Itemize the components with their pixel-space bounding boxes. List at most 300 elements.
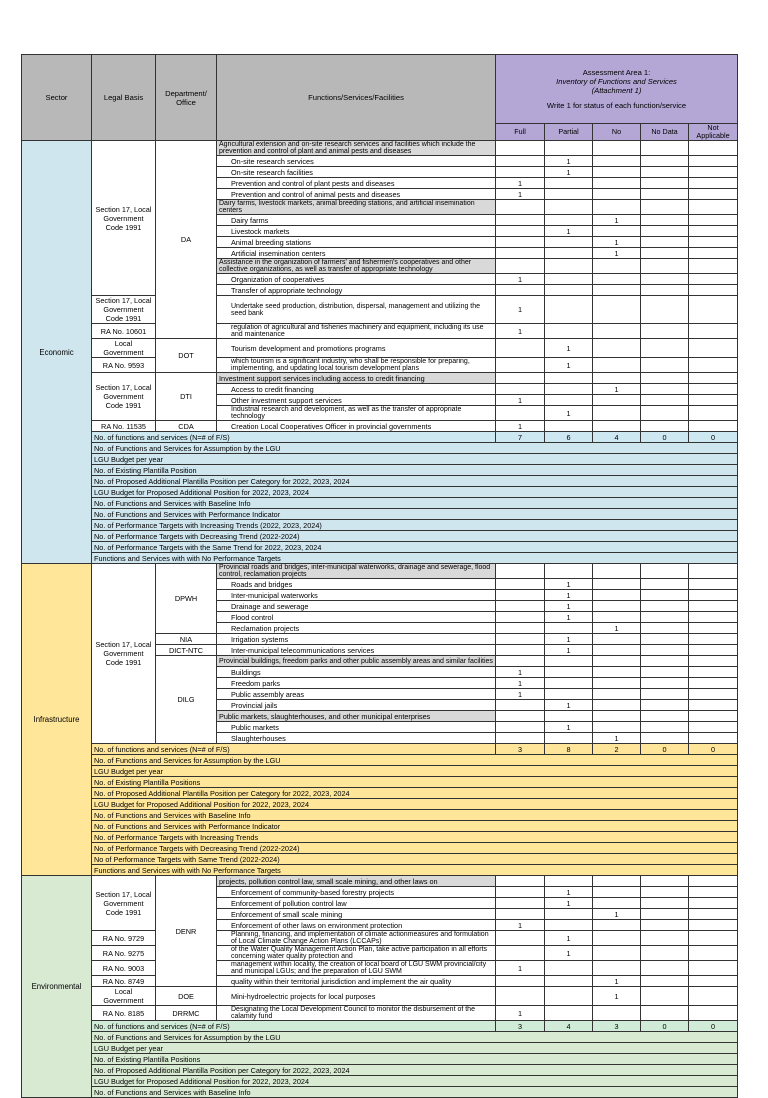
status-cell — [545, 987, 593, 1006]
status-cell — [641, 421, 689, 432]
status-cell — [593, 579, 641, 590]
function-item: Creation Local Cooperatives Officer in provincial governments — [217, 421, 496, 432]
total-value: 4 — [545, 1021, 593, 1032]
status-cell — [689, 384, 738, 395]
legal-basis: RA No. 9593 — [92, 358, 156, 373]
total-value: 0 — [641, 432, 689, 443]
function-item: Freedom parks — [217, 678, 496, 689]
status-cell — [545, 920, 593, 931]
status-cell — [545, 1006, 593, 1021]
status-cell — [496, 237, 545, 248]
total-label: No. of functions and services (N=# of F/S) — [92, 1021, 496, 1032]
status-cell — [689, 920, 738, 931]
summary-row — [22, 1076, 738, 1087]
status-cell — [641, 976, 689, 987]
table-row — [22, 564, 738, 579]
summary-label: No. of Functions and Services for Assumption by the LGU — [92, 1032, 738, 1043]
total-value: 2 — [593, 744, 641, 755]
status-cell — [496, 987, 545, 1006]
status-cell — [689, 667, 738, 678]
status-cell — [689, 634, 738, 645]
summary-label: No. of Existing Plantilla Positions — [92, 1054, 738, 1065]
status-cell: 1 — [545, 601, 593, 612]
legal-basis: Section 17, Local Government Code 1991 — [92, 876, 156, 931]
summary-label: LGU Budget per year — [92, 1043, 738, 1054]
sector-infrastructure: Infrastructure — [22, 564, 92, 876]
status-cell — [593, 259, 641, 274]
summary-row — [22, 1043, 738, 1054]
status-cell — [545, 200, 593, 215]
summary-row — [22, 755, 738, 766]
function-group: Agricultural extension and on-site research services and facilities which include the prevention and control of plant and animal pests and diseases — [217, 141, 496, 156]
status-cell — [593, 689, 641, 700]
status-cell — [641, 339, 689, 358]
status-cell — [689, 200, 738, 215]
status-cell — [689, 156, 738, 167]
table-row — [22, 946, 738, 961]
status-cell: 1 — [545, 339, 593, 358]
status-cell: 1 — [593, 733, 641, 744]
status-cell — [496, 248, 545, 259]
status-cell — [593, 274, 641, 285]
status-cell: 1 — [496, 395, 545, 406]
function-group: Assistance in the organization of farmers' and fishermen's cooperatives and other collective organizations, as well as transfer of appropriate technology — [217, 259, 496, 274]
table-row — [22, 1006, 738, 1021]
status-cell — [545, 285, 593, 296]
function-item: regulation of agricultural and fisheries machinery and equipment, including its use and maintenance — [217, 324, 496, 339]
summary-label: No. of Performance Targets with Decreasing Trend (2022-2024) — [92, 843, 738, 854]
status-cell — [496, 579, 545, 590]
status-cell — [689, 395, 738, 406]
status-cell — [593, 656, 641, 667]
status-cell — [641, 373, 689, 384]
function-item: Inter-municipal telecommunications services — [217, 645, 496, 656]
assessment-subtitle: Inventory of Functions and Services — [556, 77, 677, 86]
summary-row — [22, 531, 738, 542]
function-item: Drainage and sewerage — [217, 601, 496, 612]
function-group: projects, pollution control law, small scale mining, and other laws on — [217, 876, 496, 887]
summary-label: No. of Performance Targets with the Same Trend for 2022, 2023, 2024 — [92, 542, 738, 553]
status-cell: 1 — [496, 961, 545, 976]
status-cell: 1 — [545, 700, 593, 711]
total-value: 8 — [545, 744, 593, 755]
status-cell — [496, 898, 545, 909]
status-cell — [689, 711, 738, 722]
function-item: Slaughterhouses — [217, 733, 496, 744]
status-cell: 1 — [593, 248, 641, 259]
status-cell — [641, 645, 689, 656]
status-cell — [593, 667, 641, 678]
function-group: Provincial roads and bridges, inter-municipal waterworks, drainage and sewerage, flood control, reclamation projects — [217, 564, 496, 579]
status-cell — [641, 612, 689, 623]
status-cell — [641, 920, 689, 931]
status-cell — [496, 887, 545, 898]
status-cell — [641, 178, 689, 189]
function-item: quality within their territorial jurisdiction and implement the air quality — [217, 976, 496, 987]
sector-total-row — [22, 1021, 738, 1032]
status-cell — [545, 237, 593, 248]
summary-row — [22, 465, 738, 476]
status-cell — [496, 909, 545, 920]
summary-row — [22, 1065, 738, 1076]
function-item: Provincial jails — [217, 700, 496, 711]
status-cell — [545, 141, 593, 156]
status-cell — [496, 976, 545, 987]
legal-basis: RA No. 9729 — [92, 931, 156, 946]
total-value: 0 — [641, 744, 689, 755]
status-cell — [641, 406, 689, 421]
summary-label: LGU Budget for Proposed Additional Position for 2022, 2023, 2024 — [92, 1076, 738, 1087]
status-cell: 1 — [593, 976, 641, 987]
status-cell — [496, 601, 545, 612]
function-item: Organization of cooperatives — [217, 274, 496, 285]
summary-label: LGU Budget for Proposed Additional Position for 2022, 2023, 2024 — [92, 487, 738, 498]
assessment-area-header — [496, 55, 738, 124]
status-cell — [496, 373, 545, 384]
status-header-no: No — [593, 124, 641, 141]
status-cell — [641, 189, 689, 200]
status-cell: 1 — [545, 156, 593, 167]
status-cell — [689, 373, 738, 384]
status-cell — [689, 259, 738, 274]
status-cell — [593, 946, 641, 961]
status-cell — [641, 667, 689, 678]
status-cell — [689, 612, 738, 623]
function-item: Animal breeding stations — [217, 237, 496, 248]
summary-label: No. of Functions and Services with Baseline Info — [92, 498, 738, 509]
summary-label: No. of Performance Targets with Increasing Trends — [92, 832, 738, 843]
status-cell: 1 — [496, 178, 545, 189]
summary-row — [22, 810, 738, 821]
summary-row — [22, 509, 738, 520]
status-cell — [689, 406, 738, 421]
department-dti: DTI — [156, 373, 217, 421]
status-cell — [689, 678, 738, 689]
status-cell — [641, 296, 689, 324]
status-cell — [593, 722, 641, 733]
status-cell — [545, 178, 593, 189]
function-item: On-site research facilities — [217, 167, 496, 178]
status-cell — [593, 634, 641, 645]
summary-label: No. of Proposed Additional Plantilla Position per Category for 2022, 2023, 2024 — [92, 1065, 738, 1076]
total-value: 3 — [593, 1021, 641, 1032]
status-cell: 1 — [496, 678, 545, 689]
table-row — [22, 324, 738, 339]
status-cell: 1 — [593, 909, 641, 920]
status-cell — [689, 898, 738, 909]
status-cell — [593, 178, 641, 189]
function-item: Enforcement of other laws on environment protection — [217, 920, 496, 931]
table-row — [22, 373, 738, 384]
sector-economic: Economic — [22, 141, 92, 564]
status-cell: 1 — [496, 667, 545, 678]
total-value: 6 — [545, 432, 593, 443]
legal-basis: RA No. 9275 — [92, 946, 156, 961]
status-cell: 1 — [545, 358, 593, 373]
table-row — [22, 141, 738, 156]
total-value: 0 — [689, 1021, 738, 1032]
function-group: Dairy farms, livestock markets, animal breeding stations, and artificial insemination centers — [217, 200, 496, 215]
summary-label: No. of Functions and Services with Performance Indicator — [92, 509, 738, 520]
function-item: Flood control — [217, 612, 496, 623]
status-cell — [689, 339, 738, 358]
function-item: Prevention and control of plant pests and diseases — [217, 178, 496, 189]
status-cell — [496, 259, 545, 274]
status-cell — [689, 141, 738, 156]
status-cell — [689, 645, 738, 656]
status-cell — [641, 876, 689, 887]
status-cell — [593, 564, 641, 579]
legal-basis: Section 17, Local Government Code 1991 — [92, 296, 156, 324]
summary-row — [22, 520, 738, 531]
status-cell — [593, 395, 641, 406]
status-cell — [689, 324, 738, 339]
function-item: Enforcement of pollution control law — [217, 898, 496, 909]
status-cell — [593, 678, 641, 689]
status-cell — [593, 601, 641, 612]
status-cell — [496, 339, 545, 358]
function-item: Inter-municipal waterworks — [217, 590, 496, 601]
summary-label: No. of Existing Plantilla Position — [92, 465, 738, 476]
table-row — [22, 931, 738, 946]
status-cell — [689, 274, 738, 285]
status-cell — [496, 722, 545, 733]
table-row — [22, 358, 738, 373]
status-cell — [641, 248, 689, 259]
summary-row — [22, 854, 738, 865]
status-cell — [593, 200, 641, 215]
status-cell — [641, 601, 689, 612]
status-cell — [545, 395, 593, 406]
summary-label: No. of Proposed Additional Plantilla Position per Category for 2022, 2023, 2024 — [92, 476, 738, 487]
status-cell — [545, 689, 593, 700]
status-cell — [496, 358, 545, 373]
summary-label: No. of Functions and Services for Assumption by the LGU — [92, 443, 738, 454]
status-cell: 1 — [545, 579, 593, 590]
status-cell — [545, 274, 593, 285]
status-cell: 1 — [545, 226, 593, 237]
function-item: Enforcement of small scale mining — [217, 909, 496, 920]
status-cell — [545, 909, 593, 920]
status-cell — [689, 167, 738, 178]
function-item: Livestock markets — [217, 226, 496, 237]
legal-basis: RA No. 10601 — [92, 324, 156, 339]
summary-label: Functions and Services with with No Performance Targets — [92, 865, 738, 876]
status-cell — [689, 946, 738, 961]
status-cell: 1 — [545, 946, 593, 961]
status-cell — [593, 920, 641, 931]
function-item: management within locality, the creation of local board of LGU SWM provincial/city and municipal LGUs; and the preparation of LGU SWM — [217, 961, 496, 976]
status-cell — [496, 590, 545, 601]
total-value: 0 — [689, 432, 738, 443]
summary-row — [22, 865, 738, 876]
status-cell — [593, 296, 641, 324]
status-header-partial: Partial — [545, 124, 593, 141]
status-cell: 1 — [593, 987, 641, 1006]
status-cell — [689, 887, 738, 898]
table-row — [22, 961, 738, 976]
status-cell — [545, 248, 593, 259]
status-cell — [641, 274, 689, 285]
summary-label: No. of Functions and Services for Assumption by the LGU — [92, 755, 738, 766]
legal-basis: RA No. 9003 — [92, 961, 156, 976]
header-department: Department/ Office — [156, 55, 217, 141]
total-label: No. of functions and services (N=# of F/S) — [92, 744, 496, 755]
status-cell: 1 — [545, 406, 593, 421]
function-item: Public assembly areas — [217, 689, 496, 700]
department-nia: NIA — [156, 634, 217, 645]
summary-label: LGU Budget for Proposed Additional Position for 2022, 2023, 2024 — [92, 799, 738, 810]
summary-row — [22, 832, 738, 843]
status-cell — [641, 167, 689, 178]
summary-row — [22, 766, 738, 777]
status-cell — [593, 406, 641, 421]
status-cell: 1 — [545, 887, 593, 898]
status-cell: 1 — [593, 237, 641, 248]
status-cell: 1 — [496, 689, 545, 700]
status-cell: 1 — [496, 274, 545, 285]
status-cell — [641, 590, 689, 601]
status-cell — [593, 1006, 641, 1021]
header-functions: Functions/Services/Facilities — [217, 55, 496, 141]
status-cell — [593, 156, 641, 167]
function-item: which tourism is a significant industry, who shall be responsible for preparing, implementing, and updating local tourism development plans — [217, 358, 496, 373]
status-cell — [689, 987, 738, 1006]
status-cell: 1 — [545, 590, 593, 601]
status-cell: 1 — [593, 623, 641, 634]
status-cell — [593, 876, 641, 887]
summary-row — [22, 443, 738, 454]
status-cell — [689, 358, 738, 373]
status-cell — [641, 579, 689, 590]
table-row — [22, 421, 738, 432]
status-cell — [689, 976, 738, 987]
status-cell — [593, 285, 641, 296]
status-cell — [689, 601, 738, 612]
function-item: Transfer of appropriate technology — [217, 285, 496, 296]
function-item: Buildings — [217, 667, 496, 678]
legal-basis: Local Government — [92, 987, 156, 1006]
status-cell — [689, 700, 738, 711]
status-cell — [689, 226, 738, 237]
assessment-instruction: Write 1 for status of each function/service — [546, 101, 687, 110]
status-cell — [545, 667, 593, 678]
status-cell — [641, 564, 689, 579]
summary-label: No. of Performance Targets with Decreasing Trend (2022-2024) — [92, 531, 738, 542]
status-cell — [545, 564, 593, 579]
status-cell — [689, 296, 738, 324]
status-cell — [496, 876, 545, 887]
status-cell — [641, 358, 689, 373]
status-cell: 1 — [545, 634, 593, 645]
summary-row — [22, 487, 738, 498]
status-cell: 1 — [496, 324, 545, 339]
status-cell — [593, 711, 641, 722]
status-cell: 1 — [545, 722, 593, 733]
status-cell — [689, 579, 738, 590]
status-cell — [689, 931, 738, 946]
summary-row — [22, 821, 738, 832]
status-cell — [593, 612, 641, 623]
status-cell — [641, 156, 689, 167]
status-cell — [641, 384, 689, 395]
status-cell — [545, 733, 593, 744]
header-legal-basis: Legal Basis — [92, 55, 156, 141]
summary-label: No of Performance Targets with Same Trend (2022-2024) — [92, 854, 738, 865]
status-cell — [496, 406, 545, 421]
summary-row — [22, 498, 738, 509]
status-cell — [641, 961, 689, 976]
status-cell — [496, 156, 545, 167]
status-header-no-data: No Data — [641, 124, 689, 141]
status-cell — [545, 656, 593, 667]
summary-row — [22, 1032, 738, 1043]
status-cell — [496, 612, 545, 623]
status-cell: 1 — [496, 421, 545, 432]
status-cell — [545, 384, 593, 395]
status-cell — [593, 931, 641, 946]
legal-basis: Section 17, Local Government Code 1991 — [92, 373, 156, 421]
function-item: Undertake seed production, distribution, dispersal, management and utilizing the seed bank — [217, 296, 496, 324]
status-cell — [496, 634, 545, 645]
summary-row — [22, 553, 738, 564]
total-value: 3 — [496, 744, 545, 755]
status-cell — [545, 623, 593, 634]
status-cell: 1 — [545, 898, 593, 909]
status-cell: 1 — [496, 920, 545, 931]
legal-basis: RA No. 8185 — [92, 1006, 156, 1021]
status-cell — [641, 237, 689, 248]
status-cell — [641, 285, 689, 296]
sector-total-row — [22, 432, 738, 443]
status-cell — [689, 421, 738, 432]
function-group: Investment support services including access to credit financing — [217, 373, 496, 384]
status-cell — [545, 711, 593, 722]
status-cell — [545, 296, 593, 324]
status-cell — [496, 656, 545, 667]
status-cell — [641, 656, 689, 667]
function-item: Prevention and control of animal pests and diseases — [217, 189, 496, 200]
summary-label: No. of Functions and Services with Performance Indicator — [92, 821, 738, 832]
function-item: Access to credit financing — [217, 384, 496, 395]
department-da: DA — [156, 141, 217, 339]
total-value: 3 — [496, 1021, 545, 1032]
status-cell — [593, 324, 641, 339]
function-item: Dairy farms — [217, 215, 496, 226]
sector-total-row — [22, 744, 738, 755]
status-cell — [496, 384, 545, 395]
status-cell — [641, 909, 689, 920]
legal-basis: Section 17, Local Government Code 1991 — [92, 564, 156, 744]
status-cell — [689, 909, 738, 920]
table-row — [22, 976, 738, 987]
summary-label: LGU Budget per year — [92, 766, 738, 777]
status-cell — [593, 421, 641, 432]
summary-label: No. of Functions and Services with Baseline Info — [92, 1087, 738, 1098]
legal-basis: Local Government — [92, 339, 156, 358]
function-item: Planning, financing, and implementation of climate actionmeasures and formulation of Local Climate Change Action Plans (LCCAPs) — [217, 931, 496, 946]
summary-row — [22, 777, 738, 788]
table-row — [22, 987, 738, 1006]
status-cell — [689, 689, 738, 700]
status-cell — [496, 711, 545, 722]
status-cell — [593, 141, 641, 156]
total-value: 4 — [593, 432, 641, 443]
status-cell — [496, 623, 545, 634]
status-cell — [641, 259, 689, 274]
status-cell — [593, 373, 641, 384]
status-cell — [593, 898, 641, 909]
